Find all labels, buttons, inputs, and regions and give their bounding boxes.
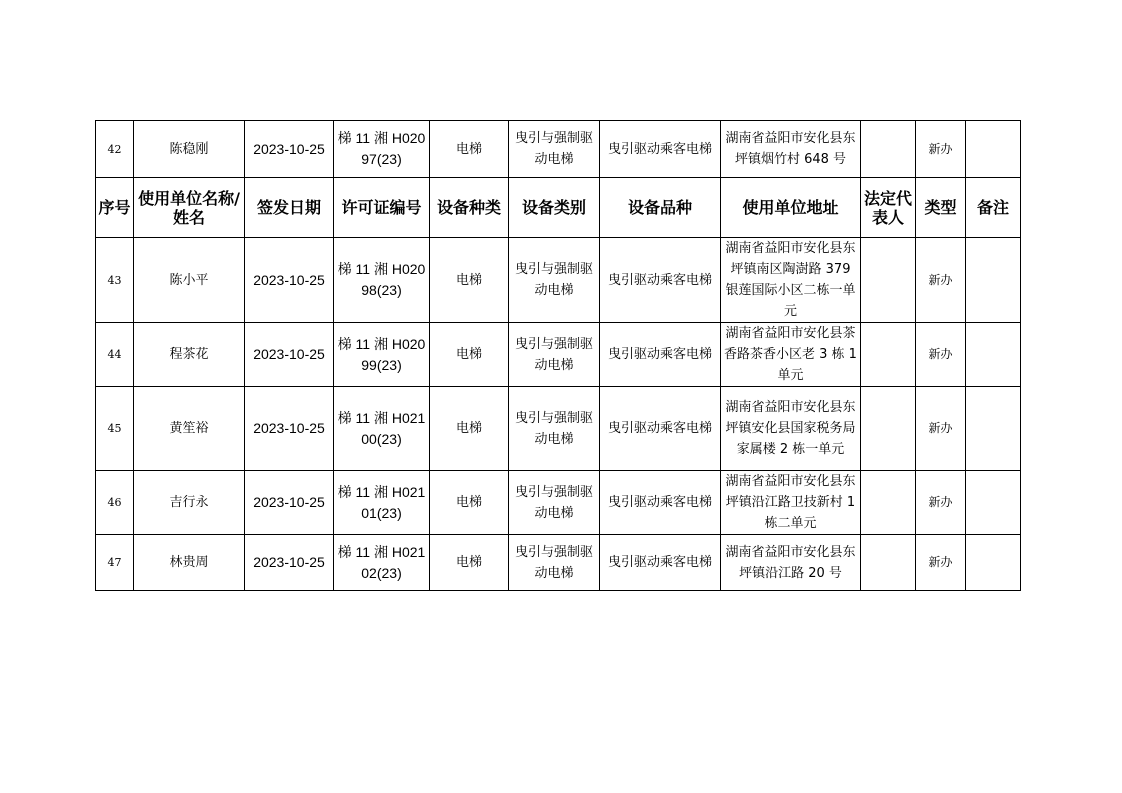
row-date: 2023-10-25 (245, 238, 334, 323)
elevator-registration-table (95, 120, 1021, 591)
row-device-category: 曳引与强制驱动电梯 (509, 387, 600, 471)
row-license: 梯 11 湘 H02099(23) (334, 323, 430, 387)
row-legal-rep (861, 238, 916, 323)
table-row (96, 323, 1021, 387)
row-legal-rep (861, 471, 916, 535)
table-row (96, 121, 1021, 178)
row-device-category: 曳引与强制驱动电梯 (509, 121, 600, 178)
header-legal-rep: 法定代表人 (861, 178, 916, 238)
row-type: 新办 (916, 323, 966, 387)
row-type: 新办 (916, 535, 966, 591)
row-address: 湖南省益阳市安化县东坪镇烟竹村 648 号 (721, 121, 861, 178)
row-name: 陈稳刚 (134, 121, 245, 178)
row-legal-rep (861, 121, 916, 178)
header-device-variety: 设备品种 (600, 178, 721, 238)
row-legal-rep (861, 387, 916, 471)
row-device-kind: 电梯 (430, 238, 509, 323)
row-seq: 47 (96, 535, 134, 591)
row-device-variety: 曳引驱动乘客电梯 (600, 471, 721, 535)
row-device-variety: 曳引驱动乘客电梯 (600, 121, 721, 178)
row-device-variety: 曳引驱动乘客电梯 (600, 323, 721, 387)
row-remark (966, 535, 1021, 591)
row-remark (966, 471, 1021, 535)
row-address: 湖南省益阳市安化县茶香路茶香小区老 3 栋 1 单元 (721, 323, 861, 387)
row-legal-rep (861, 535, 916, 591)
row-device-category: 曳引与强制驱动电梯 (509, 323, 600, 387)
row-remark (966, 323, 1021, 387)
row-seq: 42 (96, 121, 134, 178)
row-device-variety: 曳引驱动乘客电梯 (600, 535, 721, 591)
table-header-row (96, 178, 1021, 238)
row-seq: 45 (96, 387, 134, 471)
row-date: 2023-10-25 (245, 387, 334, 471)
header-type: 类型 (916, 178, 966, 238)
row-license: 梯 11 湘 H02101(23) (334, 471, 430, 535)
header-device-category: 设备类别 (509, 178, 600, 238)
row-name: 陈小平 (134, 238, 245, 323)
row-address: 湖南省益阳市安化县东坪镇沿江路卫技新村 1 栋二单元 (721, 471, 861, 535)
row-address: 湖南省益阳市安化县东坪镇沿江路 20 号 (721, 535, 861, 591)
row-remark (966, 238, 1021, 323)
row-seq: 44 (96, 323, 134, 387)
row-date: 2023-10-25 (245, 471, 334, 535)
row-license: 梯 11 湘 H02098(23) (334, 238, 430, 323)
row-device-kind: 电梯 (430, 471, 509, 535)
row-date: 2023-10-25 (245, 323, 334, 387)
row-seq: 43 (96, 238, 134, 323)
row-device-kind: 电梯 (430, 535, 509, 591)
row-remark (966, 387, 1021, 471)
table-row (96, 471, 1021, 535)
row-license: 梯 11 湘 H02097(23) (334, 121, 430, 178)
row-address: 湖南省益阳市安化县东坪镇安化县国家税务局家属楼 2 栋一单元 (721, 387, 861, 471)
row-device-category: 曳引与强制驱动电梯 (509, 535, 600, 591)
row-name: 程茶花 (134, 323, 245, 387)
row-date: 2023-10-25 (245, 121, 334, 178)
row-device-category: 曳引与强制驱动电梯 (509, 471, 600, 535)
row-license: 梯 11 湘 H02102(23) (334, 535, 430, 591)
header-date: 签发日期 (245, 178, 334, 238)
header-device-kind: 设备种类 (430, 178, 509, 238)
row-name: 黄笙裕 (134, 387, 245, 471)
table-row (96, 238, 1021, 323)
row-device-kind: 电梯 (430, 323, 509, 387)
header-address: 使用单位地址 (721, 178, 861, 238)
row-date: 2023-10-25 (245, 535, 334, 591)
row-device-kind: 电梯 (430, 121, 509, 178)
row-name: 吉行永 (134, 471, 245, 535)
row-device-variety: 曳引驱动乘客电梯 (600, 238, 721, 323)
row-address: 湖南省益阳市安化县东坪镇南区陶澍路 379 银莲国际小区二栋一单元 (721, 238, 861, 323)
row-type: 新办 (916, 121, 966, 178)
header-remark: 备注 (966, 178, 1021, 238)
row-device-category: 曳引与强制驱动电梯 (509, 238, 600, 323)
table-row (96, 535, 1021, 591)
row-seq: 46 (96, 471, 134, 535)
row-remark (966, 121, 1021, 178)
header-name: 使用单位名称/姓名 (134, 178, 245, 238)
row-type: 新办 (916, 238, 966, 323)
row-device-variety: 曳引驱动乘客电梯 (600, 387, 721, 471)
row-legal-rep (861, 323, 916, 387)
header-license: 许可证编号 (334, 178, 430, 238)
row-type: 新办 (916, 387, 966, 471)
row-license: 梯 11 湘 H02100(23) (334, 387, 430, 471)
header-seq: 序号 (96, 178, 134, 238)
row-device-kind: 电梯 (430, 387, 509, 471)
table-row (96, 387, 1021, 471)
row-type: 新办 (916, 471, 966, 535)
row-name: 林贵周 (134, 535, 245, 591)
